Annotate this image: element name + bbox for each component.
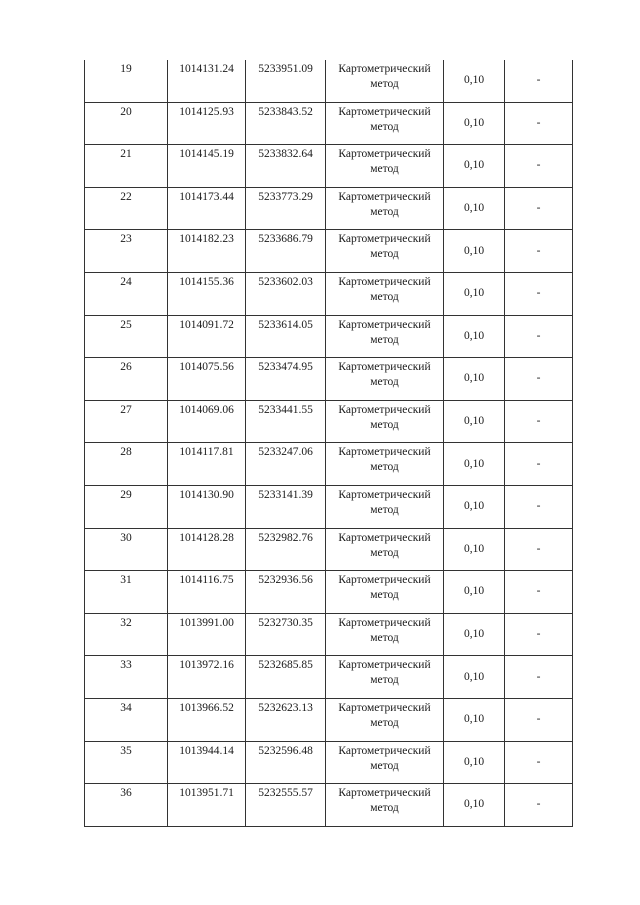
y-coordinate-cell [246,784,326,827]
x-coordinate-cell [168,741,246,784]
accuracy-cell-text: 0,10 [463,159,485,172]
point-number-cell-text: 36 [120,787,132,800]
point-number-cell-text: 20 [120,105,132,118]
method-cell [326,741,444,784]
point-number-cell [85,571,168,614]
method-line-2: метод [370,674,399,687]
table-row [85,145,573,188]
note-cell-text: - [536,628,541,641]
y-coordinate-cell-text: 5233474.95 [258,361,313,374]
method-cell [326,698,444,741]
method-cell [326,145,444,188]
note-cell-text: - [536,713,541,726]
note-cell [505,230,573,273]
method-line-2: метод [370,290,399,303]
method-line-2: метод [370,418,399,431]
method-cell [326,784,444,827]
note-cell-text: - [536,372,541,385]
y-coordinate-cell-text: 5233247.06 [258,446,313,459]
x-coordinate-cell-text: 1014116.75 [179,574,234,587]
method-line-2: метод [370,589,399,602]
method-line-1: Картометрический [338,233,431,246]
method-line-1: Картометрический [338,361,431,374]
method-line-2: метод [370,120,399,133]
x-coordinate-cell [168,60,246,102]
point-number-cell-text: 32 [120,616,132,629]
point-number-cell-text: 22 [120,190,132,203]
accuracy-cell-text: 0,10 [463,244,485,257]
method-line-2: метод [370,333,399,346]
method-line-2: метод [370,248,399,261]
method-cell [326,315,444,358]
accuracy-cell [444,272,505,315]
note-cell-text: - [536,159,541,172]
y-coordinate-cell [246,102,326,145]
method-line-2: метод [370,631,399,644]
table-row [85,571,573,614]
accuracy-cell-text: 0,10 [463,713,485,726]
y-coordinate-cell [246,230,326,273]
y-coordinate-cell [246,613,326,656]
y-coordinate-cell [246,485,326,528]
point-number-cell-text: 34 [120,701,132,714]
table-row [85,272,573,315]
method-line-1: Картометрический [338,148,431,161]
x-coordinate-cell [168,230,246,273]
method-line-2: метод [370,759,399,772]
x-coordinate-cell [168,358,246,401]
note-cell-text: - [536,116,541,129]
point-number-cell [85,358,168,401]
y-coordinate-cell-text: 5233843.52 [258,105,313,118]
x-coordinate-cell-text: 1013966.52 [179,701,234,714]
method-line-1: Картометрический [338,574,431,587]
y-coordinate-cell-text: 5232555.57 [258,787,313,800]
accuracy-cell [444,400,505,443]
method-line-1: Картометрический [338,190,431,203]
method-line-1: Картометрический [338,787,431,800]
y-coordinate-cell [246,741,326,784]
table-row [85,400,573,443]
method-line-2: метод [370,376,399,389]
y-coordinate-cell [246,272,326,315]
y-coordinate-cell-text: 5233832.64 [258,148,313,161]
x-coordinate-cell-text: 1014091.72 [179,318,234,331]
accuracy-cell-text: 0,10 [463,116,485,129]
y-coordinate-cell-text: 5232730.35 [258,616,313,629]
note-cell [505,528,573,571]
x-coordinate-cell [168,315,246,358]
table-row [85,656,573,699]
table-row [85,102,573,145]
note-cell [505,272,573,315]
point-number-cell-text: 30 [120,531,132,544]
x-coordinate-cell [168,272,246,315]
x-coordinate-cell-text: 1013991.00 [179,616,234,629]
point-number-cell [85,613,168,656]
x-coordinate-cell-text: 1014145.19 [179,148,234,161]
method-cell [326,358,444,401]
x-coordinate-cell-text: 1014117.81 [179,446,234,459]
table-row [85,784,573,827]
table-row [85,698,573,741]
point-number-cell-text: 19 [120,63,132,75]
accuracy-cell [444,102,505,145]
table-row [85,60,573,102]
point-number-cell [85,102,168,145]
x-coordinate-cell-text: 1014131.24 [179,63,234,75]
x-coordinate-cell-text: 1013944.14 [179,744,234,757]
table-row [85,528,573,571]
accuracy-cell [444,443,505,486]
method-cell [326,400,444,443]
y-coordinate-cell-text: 5233614.05 [258,318,313,331]
method-cell [326,102,444,145]
y-coordinate-cell-text: 5233773.29 [258,190,313,203]
note-cell-text: - [536,287,541,300]
accuracy-cell-text: 0,10 [463,74,485,87]
note-cell-text: - [536,244,541,257]
point-number-cell [85,145,168,188]
method-line-2: метод [370,503,399,516]
y-coordinate-cell [246,400,326,443]
method-line-1: Картометрический [338,63,431,75]
point-number-cell [85,60,168,102]
coordinates-table-body [85,60,573,826]
method-cell [326,485,444,528]
note-cell-text: - [536,457,541,470]
accuracy-cell [444,187,505,230]
y-coordinate-cell [246,656,326,699]
note-cell [505,784,573,827]
accuracy-cell-text: 0,10 [463,585,485,598]
note-cell [505,443,573,486]
point-number-cell-text: 27 [120,403,132,416]
method-cell [326,230,444,273]
point-number-cell-text: 29 [120,488,132,501]
note-cell-text: - [536,670,541,683]
accuracy-cell-text: 0,10 [463,202,485,215]
table-row [85,187,573,230]
accuracy-cell-text: 0,10 [463,670,485,683]
method-cell [326,272,444,315]
y-coordinate-cell-text: 5232623.13 [258,701,313,714]
point-number-cell-text: 26 [120,361,132,374]
point-number-cell [85,784,168,827]
x-coordinate-cell [168,698,246,741]
accuracy-cell-text: 0,10 [463,372,485,385]
x-coordinate-cell-text: 1014069.06 [179,403,234,416]
x-coordinate-cell [168,784,246,827]
accuracy-cell-text: 0,10 [463,287,485,300]
x-coordinate-cell [168,400,246,443]
y-coordinate-cell [246,145,326,188]
x-coordinate-cell-text: 1014128.28 [179,531,234,544]
note-cell-text: - [536,542,541,555]
note-cell-text: - [536,585,541,598]
note-cell [505,741,573,784]
x-coordinate-cell [168,528,246,571]
note-cell [505,145,573,188]
note-cell-text: - [536,415,541,428]
note-cell-text: - [536,798,541,811]
point-number-cell-text: 35 [120,744,132,757]
y-coordinate-cell [246,528,326,571]
accuracy-cell-text: 0,10 [463,500,485,513]
point-number-cell [85,187,168,230]
note-cell [505,400,573,443]
method-line-1: Картометрический [338,318,431,331]
accuracy-cell [444,656,505,699]
method-line-1: Картометрический [338,403,431,416]
accuracy-cell [444,571,505,614]
x-coordinate-cell-text: 1014155.36 [179,275,234,288]
table-row [85,485,573,528]
accuracy-cell [444,698,505,741]
note-cell [505,102,573,145]
accuracy-cell [444,60,505,102]
y-coordinate-cell [246,187,326,230]
method-line-1: Картометрический [338,446,431,459]
table-row [85,443,573,486]
x-coordinate-cell [168,613,246,656]
accuracy-cell-text: 0,10 [463,457,485,470]
table-row [85,358,573,401]
coordinates-table [84,60,573,827]
y-coordinate-cell [246,315,326,358]
method-line-2: метод [370,205,399,218]
accuracy-cell [444,145,505,188]
accuracy-cell [444,315,505,358]
point-number-cell [85,656,168,699]
note-cell-text: - [536,74,541,87]
method-line-1: Картометрический [338,105,431,118]
table-row [85,741,573,784]
method-cell [326,571,444,614]
table-row [85,315,573,358]
y-coordinate-cell [246,571,326,614]
y-coordinate-cell-text: 5233951.09 [258,63,313,75]
method-line-2: метод [370,461,399,474]
x-coordinate-cell-text: 1014130.90 [179,488,234,501]
x-coordinate-cell [168,656,246,699]
method-cell [326,528,444,571]
accuracy-cell-text: 0,10 [463,755,485,768]
y-coordinate-cell-text: 5232982.76 [258,531,313,544]
method-line-2: метод [370,716,399,729]
x-coordinate-cell [168,187,246,230]
point-number-cell [85,741,168,784]
table-row [85,230,573,273]
x-coordinate-cell [168,102,246,145]
accuracy-cell [444,528,505,571]
method-cell [326,60,444,102]
note-cell [505,656,573,699]
method-cell [326,443,444,486]
y-coordinate-cell-text: 5233686.79 [258,233,313,246]
note-cell [505,485,573,528]
x-coordinate-cell [168,485,246,528]
y-coordinate-cell-text: 5232685.85 [258,659,313,672]
point-number-cell [85,272,168,315]
point-number-cell-text: 28 [120,446,132,459]
method-line-1: Картометрический [338,659,431,672]
y-coordinate-cell-text: 5233602.03 [258,275,313,288]
note-cell [505,571,573,614]
accuracy-cell [444,613,505,656]
x-coordinate-cell-text: 1014182.23 [179,233,234,246]
x-coordinate-cell-text: 1013972.16 [179,659,234,672]
x-coordinate-cell [168,443,246,486]
method-cell [326,613,444,656]
y-coordinate-cell-text: 5233141.39 [258,488,313,501]
method-line-1: Картометрический [338,744,431,757]
point-number-cell-text: 21 [120,148,132,161]
note-cell [505,698,573,741]
point-number-cell-text: 24 [120,275,132,288]
point-number-cell-text: 31 [120,574,132,587]
accuracy-cell [444,485,505,528]
method-line-2: метод [370,546,399,559]
x-coordinate-cell-text: 1013951.71 [179,787,234,800]
y-coordinate-cell [246,358,326,401]
point-number-cell [85,400,168,443]
x-coordinate-cell-text: 1014125.93 [179,105,234,118]
method-line-1: Картометрический [338,616,431,629]
method-line-1: Картометрический [338,531,431,544]
method-line-1: Картометрический [338,488,431,501]
note-cell [505,613,573,656]
note-cell-text: - [536,500,541,513]
x-coordinate-cell [168,571,246,614]
y-coordinate-cell [246,60,326,102]
y-coordinate-cell [246,443,326,486]
y-coordinate-cell-text: 5232936.56 [258,574,313,587]
point-number-cell [85,315,168,358]
y-coordinate-cell-text: 5233441.55 [258,403,313,416]
point-number-cell [85,443,168,486]
note-cell [505,315,573,358]
point-number-cell-text: 33 [120,659,132,672]
method-line-2: метод [370,802,399,815]
accuracy-cell [444,358,505,401]
accuracy-cell [444,784,505,827]
accuracy-cell-text: 0,10 [463,542,485,555]
point-number-cell [85,698,168,741]
point-number-cell [85,485,168,528]
note-cell [505,358,573,401]
accuracy-cell-text: 0,10 [463,798,485,811]
accuracy-cell [444,230,505,273]
method-line-2: метод [370,78,399,90]
accuracy-cell-text: 0,10 [463,415,485,428]
x-coordinate-cell-text: 1014075.56 [179,361,234,374]
accuracy-cell [444,741,505,784]
point-number-cell [85,230,168,273]
x-coordinate-cell [168,145,246,188]
point-number-cell [85,528,168,571]
method-cell [326,187,444,230]
point-number-cell-text: 25 [120,318,132,331]
point-number-cell-text: 23 [120,233,132,246]
note-cell-text: - [536,755,541,768]
note-cell-text: - [536,329,541,342]
method-line-2: метод [370,163,399,176]
table-row [85,613,573,656]
note-cell-text: - [536,202,541,215]
note-cell [505,187,573,230]
accuracy-cell-text: 0,10 [463,628,485,641]
note-cell [505,60,573,102]
method-cell [326,656,444,699]
method-line-1: Картометрический [338,275,431,288]
x-coordinate-cell-text: 1014173.44 [179,190,234,203]
y-coordinate-cell [246,698,326,741]
accuracy-cell-text: 0,10 [463,329,485,342]
method-line-1: Картометрический [338,701,431,714]
y-coordinate-cell-text: 5232596.48 [258,744,313,757]
